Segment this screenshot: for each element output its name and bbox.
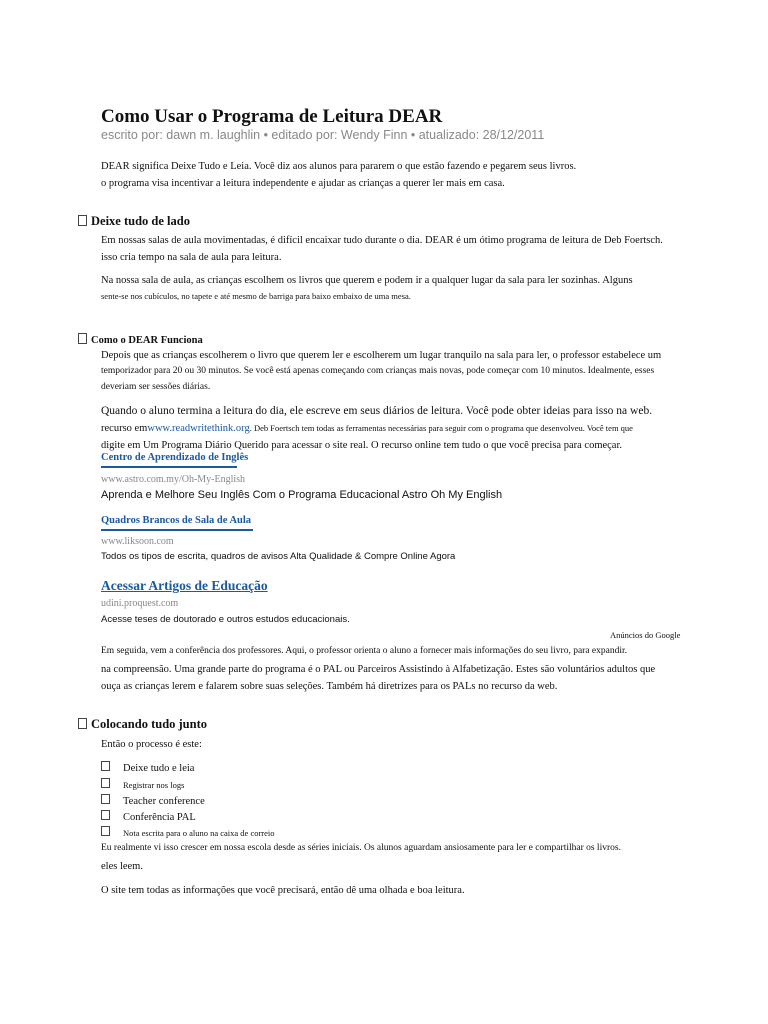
section-heading-colocando	[78, 717, 207, 732]
ad-description: Aprenda e Melhore Seu Inglês Com o Programa Educacional Astro Oh My English	[101, 489, 503, 501]
section-heading-deixe-tudo	[78, 214, 190, 229]
ad-url[interactable]: www.astro.com.my/Oh-My-English	[101, 474, 246, 485]
paragraph-line: eles leem.	[101, 861, 143, 872]
section-heading-como-funciona	[78, 333, 203, 346]
paragraph-line: O site tem todas as informações que você precisará, então dê uma olhada e boa leitura.	[101, 885, 465, 896]
list-item-label: Registrar nos logs	[123, 780, 185, 790]
list-bullet-icon	[101, 778, 110, 788]
paragraph-line: temporizador para 20 ou 30 minutos. Se você está apenas começando com crianças mais novas, pode começar com 10 minutos. Idealmente, esses	[101, 366, 655, 376]
paragraph-line: Depois que as crianças escolherem o livro que querem ler e escolherem um lugar tranquilo na sala para ler, o professor estabelece um	[101, 350, 662, 361]
text-fragment: recurso em	[101, 423, 148, 434]
ad-description: Acesse teses de doutorado e outros estudos educacionais.	[101, 614, 350, 625]
ad-title-link[interactable]: Acessar Artigos de Educação	[101, 578, 268, 593]
text-fragment: . Deb Foertsch tem todas as ferramentas necessárias para seguir com o programa que desenvolveu. Você tem que	[249, 423, 633, 433]
paragraph-line: Em seguida, vem a conferência dos professores. Aqui, o professor orienta o aluno a fornecer mais informações do seu livro, para expandir.	[101, 646, 628, 656]
readwritethink-link[interactable]: www.readwritethink.org	[147, 423, 250, 434]
byline: escrito por: dawn m. laughlin • editado por: Wendy Finn • atualizado: 28/12/2011	[101, 128, 545, 142]
ad-description: Todos os tipos de escrita, quadros de avisos Alta Qualidade & Compre Online Agora	[101, 551, 456, 562]
intro-line-1: DEAR significa Deixe Tudo e Leia. Você diz aos alunos para pararem o que estão fazendo e pegarem seus livros.	[101, 161, 577, 172]
paragraph-line: ouça as crianças lerem e falarem sobre suas seleções. Também há diretrizes para os PALs no recurso da web.	[101, 681, 558, 692]
list-bullet-icon	[101, 810, 110, 820]
list-bullet-icon	[101, 761, 110, 771]
list-bullet-icon	[101, 826, 110, 836]
page-title: Como Usar o Programa de Leitura DEAR	[101, 106, 443, 127]
paragraph-line: Eu realmente vi isso crescer em nossa escola desde as séries iniciais. Os alunos aguardam ansiosamente para ler e compartilhar os livros.	[101, 843, 621, 853]
list-bullet-icon	[101, 794, 110, 804]
list-item	[101, 761, 194, 775]
section-heading-text: Deixe tudo de lado	[91, 214, 190, 228]
paragraph-line: deveriam ser sessões diárias.	[101, 382, 211, 392]
paragraph-line: Então o processo é este:	[101, 739, 202, 750]
list-item-label: Deixe tudo e leia	[123, 763, 195, 774]
ad-url[interactable]: udini.proquest.com	[101, 598, 179, 609]
paragraph-line: na compreensão. Uma grande parte do programa é o PAL ou Parceiros Assistindo à Alfabetização. Estes são voluntários adultos que	[101, 664, 656, 675]
list-item	[101, 794, 205, 808]
list-item	[101, 810, 196, 824]
list-item	[101, 778, 184, 790]
list-item-label: Nota escrita para o aluno na caixa de correio	[123, 828, 275, 838]
ad-title-link[interactable]: Quadros Brancos de Sala de Aula	[101, 515, 252, 526]
paragraph-line: Em nossas salas de aula movimentadas, é difícil encaixar tudo durante o dia. DEAR é um ótimo programa de leitura de Deb Foertsch.	[101, 235, 663, 246]
paragraph-line: Quando o aluno termina a leitura do dia, ele escreve em seus diários de leitura. Você pode obter ideias para isso na web.	[101, 405, 653, 417]
paragraph-line: sente-se nos cubículos, no tapete e até mesmo de barriga para baixo embaixo de uma mesa.	[101, 291, 411, 301]
paragraph-line: digite em Um Programa Diário Querido para acessar o site real. O recurso online tem tudo o que você precisa para começar.	[101, 440, 623, 451]
paragraph-line-with-link	[101, 422, 633, 435]
ad-url[interactable]: www.liksoon.com	[101, 536, 174, 547]
paragraph-line: isso cria tempo na sala de aula para leitura.	[101, 252, 282, 263]
section-heading-text: Colocando tudo junto	[91, 717, 207, 731]
paragraph-line: Na nossa sala de aula, as crianças escolhem os livros que querem e podem ir a qualquer lugar da sala para ler sozinhas. Alguns	[101, 275, 633, 286]
list-item	[101, 826, 275, 838]
heading-bullet-icon	[78, 215, 87, 226]
heading-bullet-icon	[78, 718, 87, 729]
section-heading-text: Como o DEAR Funciona	[91, 335, 203, 346]
ad-title-link[interactable]: Centro de Aprendizado de Inglês	[101, 452, 249, 463]
list-item-label: Conferência PAL	[123, 812, 196, 823]
ad-underline	[101, 466, 237, 468]
heading-bullet-icon	[78, 333, 87, 344]
intro-line-2: o programa visa incentivar a leitura independente e ajudar as crianças a querer ler mais em casa.	[101, 178, 505, 189]
ad-underline	[101, 529, 253, 531]
list-item-label: Teacher conference	[123, 796, 205, 807]
ad-attribution[interactable]: Anúncios do Google	[610, 630, 681, 640]
